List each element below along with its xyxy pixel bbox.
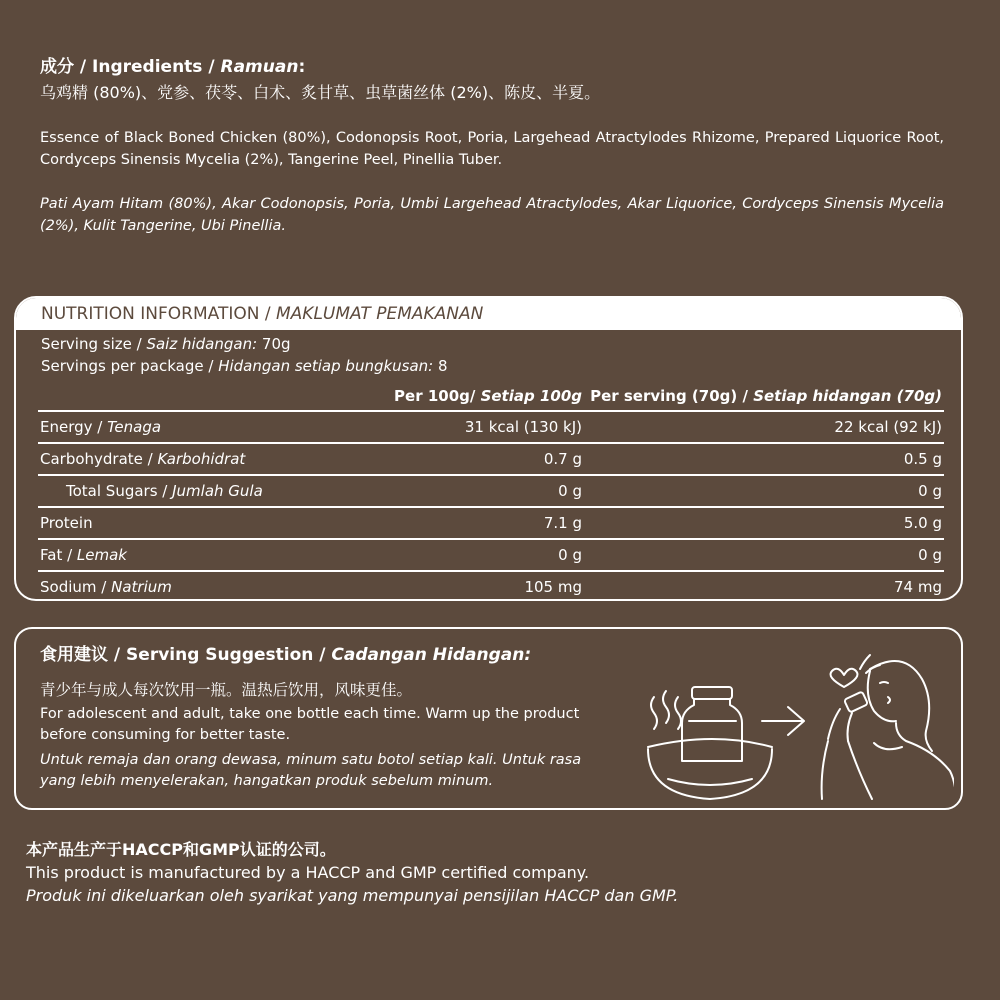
per-serving-value: 0 g (584, 475, 944, 507)
serving-title-ms: Cadangan Hidangan: (331, 645, 532, 665)
ingredients-text-en: Essence of Black Boned Chicken (80%), Codonopsis Root, Poria, Largehead Atractylodes Rhizome, Prepared Liquorice Root, Cordyceps Sinensis Mycelia (2%), Tangerine Peel, Pinellia Tuber. (40, 130, 944, 168)
nutrient-label-en: Fat / (40, 546, 77, 564)
per-100g-value: 7.1 g (328, 507, 584, 539)
certification-footer (26, 838, 966, 907)
per-100g-value: 105 mg (328, 571, 584, 601)
serving-title-en: Serving Suggestion (126, 645, 314, 665)
per-serving-value: 5.0 g (584, 507, 944, 539)
nutrient-label (38, 443, 328, 475)
nutrition-table (38, 382, 944, 601)
footer-text-en: This product is manufactured by a HACCP and GMP certified company. (26, 863, 590, 882)
col-100g-en: Per 100g/ (394, 387, 481, 405)
servings-package-label-en: Servings per package / (41, 357, 219, 375)
footer-text-zh: 本产品生产于HACCP和GMP认证的公司。 (26, 840, 336, 859)
servings-package-label-ms: Hidangan setiap bungkusan: (218, 357, 434, 375)
ingredients-text-zh: 乌鸡精 (80%)、党参、茯苓、白术、炙甘草、虫草菌丝体 (2%)、陈皮、半夏。 (40, 83, 601, 102)
serving-size-label-en: Serving size / (41, 335, 147, 353)
title-separator: / (74, 57, 93, 77)
per-100g-value: 0.7 g (328, 443, 584, 475)
serving-size-value: 70g (257, 335, 291, 353)
per-100g-column-header (328, 382, 584, 411)
nutrition-header (16, 298, 961, 330)
serving-text-ms: Untuk remaja dan orang dewasa, minum satu botol setiap kali. Untuk rasa yang lebih menyelerakan, hangatkan produk sebelum minum. (40, 752, 582, 789)
per-serving-column-header (584, 382, 944, 411)
per-serving-value: 22 kcal (92 kJ) (584, 411, 944, 443)
nutrient-column-header (38, 382, 328, 411)
nutrient-label-ms: Tenaga (107, 418, 162, 436)
nutrition-row-total-sugars (38, 475, 944, 507)
title-separator: / (202, 57, 221, 77)
nutrition-table-header (38, 382, 944, 411)
arrow-right-icon (762, 707, 804, 735)
serving-size (41, 334, 291, 354)
warm-bowl-bottle-icon (648, 687, 772, 799)
per-serving-value: 74 mg (584, 571, 944, 601)
nutrient-label-ms: Jumlah Gula (172, 482, 263, 500)
nutrition-panel (14, 296, 963, 601)
nutrient-label-en: Sodium / (40, 578, 112, 596)
title-separator: / (313, 645, 332, 665)
nutrient-label-ms: Natrium (111, 578, 172, 596)
per-serving-value: 0 g (584, 539, 944, 571)
servings-package-value: 8 (433, 357, 448, 375)
serving-title-zh: 食用建议 (40, 645, 108, 665)
nutrient-label-ms: Karbohidrat (157, 450, 246, 468)
heart-icon (831, 655, 881, 687)
nutrition-row-protein (38, 507, 944, 539)
nutrition-row-energy (38, 411, 944, 443)
ingredients-text-ms: Pati Ayam Hitam (80%), Akar Codonopsis, Poria, Umbi Largehead Atractylodes, Akar Liquorice, Cordyceps Sinensis Mycelia (2%), Kulit Tangerine, Ubi Pinellia. (40, 196, 944, 234)
title-colon: : (298, 57, 306, 77)
nutrient-label (38, 475, 328, 507)
nutrition-title-en: NUTRITION INFORMATION (41, 304, 260, 324)
nutrient-label-en: Total Sugars / (66, 482, 173, 500)
serving-suggestion-panel (14, 627, 963, 810)
nutrient-label-en: Protein (40, 514, 93, 532)
ingredients-title-ms: Ramuan (220, 57, 299, 77)
ingredients-section (40, 55, 944, 237)
serving-illustration (634, 639, 954, 804)
nutrition-row-fat (38, 539, 944, 571)
per-100g-value: 0 g (328, 475, 584, 507)
col-serving-ms: Setiap hidangan (70g) (753, 387, 942, 405)
nutrient-label (38, 411, 328, 443)
servings-per-package (41, 356, 448, 376)
nutrient-label-en: Energy / (40, 418, 108, 436)
serving-size-label-ms: Saiz hidangan: (146, 335, 258, 353)
title-separator: / (259, 304, 276, 324)
nutrient-label (38, 539, 328, 571)
ingredients-title (40, 55, 944, 79)
nutrient-label (38, 507, 328, 539)
per-100g-value: 31 kcal (130 kJ) (328, 411, 584, 443)
title-separator: / (108, 645, 127, 665)
serving-text-zh: 青少年与成人每次饮用一瓶。温热后饮用，风味更佳。 (40, 681, 413, 699)
per-serving-value: 0.5 g (584, 443, 944, 475)
serving-text-en: For adolescent and adult, take one bottle each time. Warm up the product before consuming for better taste. (40, 706, 580, 743)
col-serving-en: Per serving (70g) / (590, 387, 754, 405)
col-100g-ms: Setiap 100g (480, 387, 582, 405)
nutrition-row-sodium (38, 571, 944, 601)
ingredients-title-en: Ingredients (92, 57, 203, 77)
ingredients-title-zh: 成分 (40, 57, 74, 77)
footer-text-ms: Produk ini dikeluarkan oleh syarikat yang mempunyai pensijilan HACCP dan GMP. (26, 886, 679, 905)
woman-drinking-icon (822, 661, 954, 801)
nutrient-label-en: Carbohydrate / (40, 450, 158, 468)
nutrition-row-carbohydrate (38, 443, 944, 475)
per-100g-value: 0 g (328, 539, 584, 571)
serving-title (40, 643, 531, 667)
nutrition-title-ms: MAKLUMAT PEMAKANAN (276, 304, 484, 324)
nutrient-label (38, 571, 328, 601)
nutrient-label-ms: Lemak (76, 546, 127, 564)
